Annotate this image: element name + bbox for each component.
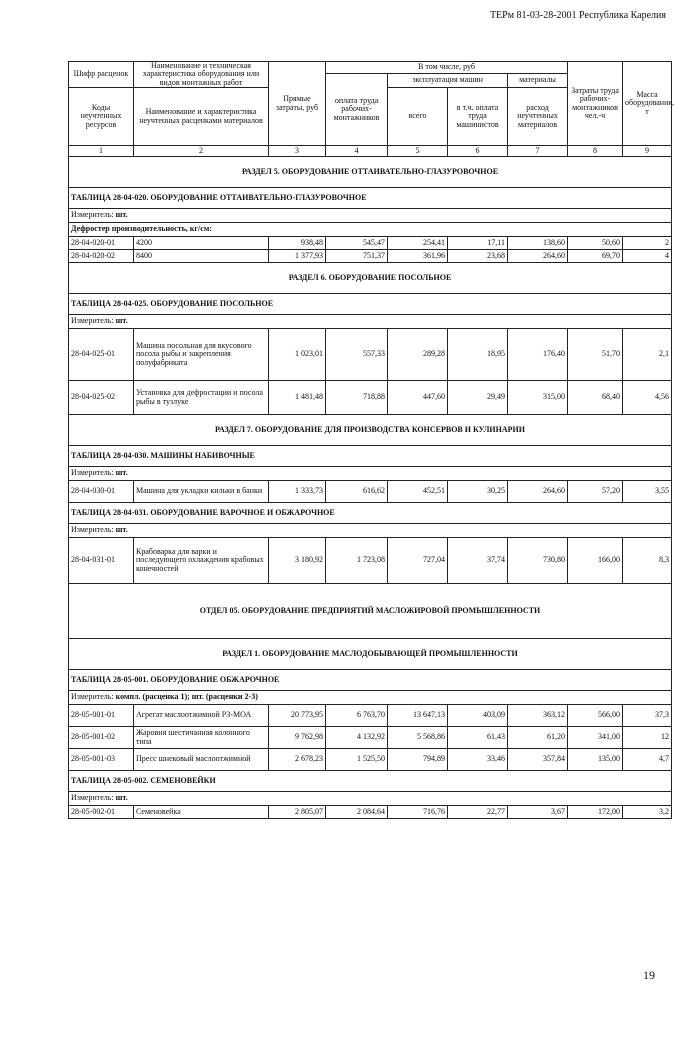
- table-row: [69, 806, 672, 819]
- unit-row: [69, 691, 672, 705]
- table-row: [69, 538, 672, 584]
- department-heading: ОТДЕЛ 05. ОБОРУДОВАНИЕ ПРЕДПРИЯТИЙ МАСЛОЖИРОВОЙ ПРОМЫШЛЕННОСТИ: [69, 584, 672, 639]
- price-table: [68, 61, 675, 819]
- cell-machinists-pay: 61,43: [448, 727, 508, 749]
- cell-direct-cost: 2 805,07: [269, 806, 326, 819]
- col-number: 5: [388, 146, 448, 157]
- col-group: В том числе, руб: [326, 62, 568, 74]
- table-row: [69, 749, 672, 771]
- cell-machinists-pay: 33,46: [448, 749, 508, 771]
- cell-item-name: Агрегат маслоотжимной РЗ-МОА: [134, 705, 269, 727]
- cell-machines-total: 5 568,86: [388, 727, 448, 749]
- cell-rate-code: 28-04-030-01: [69, 481, 134, 503]
- section-heading-row: [69, 639, 672, 670]
- col-mass: Масса оборудования, т: [623, 62, 672, 146]
- col-name-top: Наименование и техническая характеристика оборудования или видов монтажных работ: [134, 62, 269, 88]
- unit-row: [69, 209, 672, 223]
- cell-item-name: Машина посольная для вкусового посола рыбы и закрепления полуфабриката: [134, 329, 269, 381]
- col-number: 2: [134, 146, 269, 157]
- cell-mass: 8,3: [623, 538, 672, 584]
- cell-rate-code: 28-04-020-01: [69, 237, 134, 250]
- cell-rate-code: 28-04-025-02: [69, 381, 134, 415]
- cell-labor-pay: 1 723,08: [326, 538, 388, 584]
- cell-mass: 2,1: [623, 329, 672, 381]
- table-row: [69, 727, 672, 749]
- cell-labor-hours: 166,00: [568, 538, 623, 584]
- cell-direct-cost: 938,48: [269, 237, 326, 250]
- cell-machines-total: 361,96: [388, 250, 448, 263]
- unit-line: [69, 467, 672, 481]
- col-number: 7: [508, 146, 568, 157]
- cell-item-name: Установка для дефростации и посола рыбы в тузлуке: [134, 381, 269, 415]
- cell-direct-cost: 20 773,95: [269, 705, 326, 727]
- unit-value: шт.: [115, 316, 128, 326]
- running-header: ТЕРм 81-03-28-2001 Республика Карелия: [489, 10, 666, 21]
- cell-mass: 4: [623, 250, 672, 263]
- table-heading-row: [69, 503, 672, 524]
- cell-direct-cost: 2 678,23: [269, 749, 326, 771]
- cell-labor-hours: 68,40: [568, 381, 623, 415]
- cell-materials-cost: 730,80: [508, 538, 568, 584]
- cell-materials-cost: 61,20: [508, 727, 568, 749]
- cell-mass: 4,56: [623, 381, 672, 415]
- cell-labor-pay: 718,88: [326, 381, 388, 415]
- unit-row: [69, 524, 672, 538]
- col-number: 3: [269, 146, 326, 157]
- cell-direct-cost: 1 333,73: [269, 481, 326, 503]
- cell-machines-total: 254,41: [388, 237, 448, 250]
- cell-machinists-pay: 23,68: [448, 250, 508, 263]
- header-row-1: [69, 62, 672, 74]
- col-name-bottom: Наименование и характеристика неучтенных расценками материалов: [134, 88, 269, 146]
- cell-materials-cost: 176,40: [508, 329, 568, 381]
- section-heading: РАЗДЕЛ 5. ОБОРУДОВАНИЕ ОТТАИВАТЕЛЬНО-ГЛАЗУРОВОЧНОЕ: [69, 157, 672, 188]
- unit-value: шт.: [115, 793, 128, 803]
- unit-label: Измеритель:: [71, 210, 116, 220]
- cell-mass: 4,7: [623, 749, 672, 771]
- cell-direct-cost: 9 762,98: [269, 727, 326, 749]
- cell-rate-code: 28-05-002-01: [69, 806, 134, 819]
- col-machinists-pay: в т.ч. оплата труда машинистов: [448, 88, 508, 146]
- table-row: [69, 237, 672, 250]
- col-labor-hours: Затраты труда рабочих-монтажников чел.-ч: [568, 62, 623, 146]
- section-heading: РАЗДЕЛ 1. ОБОРУДОВАНИЕ МАСЛОДОБЫВАЮЩЕЙ ПРОМЫШЛЕННОСТИ: [69, 639, 672, 670]
- col-labor-pay: оплата труда рабочих-монтажников: [326, 74, 388, 146]
- unit-row: [69, 792, 672, 806]
- unit-line: [69, 691, 672, 705]
- cell-materials-cost: 3,67: [508, 806, 568, 819]
- table-row: [69, 381, 672, 415]
- unit-line: [69, 315, 672, 329]
- cell-direct-cost: 1 023,01: [269, 329, 326, 381]
- table-row: [69, 250, 672, 263]
- cell-machines-total: 794,89: [388, 749, 448, 771]
- cell-item-name: Жаровня шестичанная колонного типа: [134, 727, 269, 749]
- unit-label: Измеритель:: [71, 316, 116, 326]
- col-machines-group: эксплуатация машин: [388, 74, 508, 88]
- page-number: 19: [643, 968, 655, 982]
- cell-machines-total: 716,76: [388, 806, 448, 819]
- table-row: [69, 705, 672, 727]
- cell-machinists-pay: 22,77: [448, 806, 508, 819]
- section-heading-row: [69, 415, 672, 446]
- cell-rate-code: 28-05-001-01: [69, 705, 134, 727]
- cell-machines-total: 289,28: [388, 329, 448, 381]
- cell-mass: 37,3: [623, 705, 672, 727]
- cell-materials-cost: 315,00: [508, 381, 568, 415]
- col-code-top: Шифр расценок: [69, 62, 134, 88]
- cell-mass: 3,2: [623, 806, 672, 819]
- cell-materials-cost: 264,60: [508, 250, 568, 263]
- cell-mass: 12: [623, 727, 672, 749]
- column-numbers-row: [69, 146, 672, 157]
- cell-labor-pay: 616,62: [326, 481, 388, 503]
- table-body: [69, 61, 675, 819]
- unit-row: [69, 315, 672, 329]
- cell-machines-total: 452,51: [388, 481, 448, 503]
- cell-labor-hours: 341,00: [568, 727, 623, 749]
- section-heading-row: [69, 263, 672, 294]
- cell-item-name: 4200: [134, 237, 269, 250]
- unit-row: [69, 467, 672, 481]
- table-heading: ТАБЛИЦА 28-04-031. ОБОРУДОВАНИЕ ВАРОЧНОЕ И ОБЖАРОЧНОЕ: [69, 503, 672, 524]
- table-row: [69, 329, 672, 381]
- col-materials-cost: расход неучтенных материалов: [508, 88, 568, 146]
- table-heading-row: [69, 294, 672, 315]
- cell-labor-pay: 545,47: [326, 237, 388, 250]
- cell-labor-pay: 4 132,92: [326, 727, 388, 749]
- unit-line: [69, 524, 672, 538]
- unit-value: шт.: [115, 525, 128, 535]
- cell-labor-pay: 1 525,50: [326, 749, 388, 771]
- table-heading: ТАБЛИЦА 28-05-001. ОБОРУДОВАНИЕ ОБЖАРОЧНОЕ: [69, 670, 672, 691]
- cell-machines-total: 447,60: [388, 381, 448, 415]
- cell-machinists-pay: 18,95: [448, 329, 508, 381]
- cell-labor-pay: 2 084,64: [326, 806, 388, 819]
- cell-rate-code: 28-05-001-03: [69, 749, 134, 771]
- section-heading: РАЗДЕЛ 6. ОБОРУДОВАНИЕ ПОСОЛЬНОЕ: [69, 263, 672, 294]
- cell-rate-code: 28-05-001-02: [69, 727, 134, 749]
- cell-mass: 3,55: [623, 481, 672, 503]
- cell-machinists-pay: 30,25: [448, 481, 508, 503]
- col-number: 4: [326, 146, 388, 157]
- cell-item-name: Машина для укладки кильки в банки: [134, 481, 269, 503]
- table-row: [69, 481, 672, 503]
- cell-direct-cost: 1 377,93: [269, 250, 326, 263]
- unit-line: [69, 792, 672, 806]
- unit-value: шт.: [115, 468, 128, 478]
- cell-labor-hours: 50,60: [568, 237, 623, 250]
- col-number: 9: [623, 146, 672, 157]
- cell-direct-cost: 3 180,92: [269, 538, 326, 584]
- table-heading-row: [69, 771, 672, 792]
- cell-item-name: Семеновейка: [134, 806, 269, 819]
- section-heading-row: [69, 157, 672, 188]
- unit-label: Измеритель:: [71, 525, 116, 535]
- col-number: 8: [568, 146, 623, 157]
- cell-machines-total: 13 647,13: [388, 705, 448, 727]
- table-heading: ТАБЛИЦА 28-05-002. СЕМЕНОВЕЙКИ: [69, 771, 672, 792]
- cell-machinists-pay: 403,09: [448, 705, 508, 727]
- cell-machinists-pay: 17,11: [448, 237, 508, 250]
- table-heading: ТАБЛИЦА 28-04-025. ОБОРУДОВАНИЕ ПОСОЛЬНОЕ: [69, 294, 672, 315]
- cell-machines-total: 727,04: [388, 538, 448, 584]
- parameter-heading-row: [69, 223, 672, 237]
- cell-direct-cost: 1 481,48: [269, 381, 326, 415]
- cell-item-name: 8400: [134, 250, 269, 263]
- col-number: 1: [69, 146, 134, 157]
- unit-label: Измеритель:: [71, 793, 116, 803]
- cell-machinists-pay: 29,49: [448, 381, 508, 415]
- department-heading-row: [69, 584, 672, 639]
- col-machines-total: всего: [388, 88, 448, 146]
- cell-labor-pay: 557,33: [326, 329, 388, 381]
- cell-item-name: Пресс шнековый маслоотжимной: [134, 749, 269, 771]
- cell-rate-code: 28-04-025-01: [69, 329, 134, 381]
- cell-labor-hours: 172,00: [568, 806, 623, 819]
- cell-labor-pay: 6 763,70: [326, 705, 388, 727]
- cell-labor-hours: 57,20: [568, 481, 623, 503]
- unit-value: шт.: [115, 210, 128, 220]
- col-direct: Прямые затраты, руб: [269, 62, 326, 146]
- col-materials-group: материалы: [508, 74, 568, 88]
- cell-labor-pay: 751,37: [326, 250, 388, 263]
- table-heading: ТАБЛИЦА 28-04-030. МАШИНЫ НАБИВОЧНЫЕ: [69, 446, 672, 467]
- cell-labor-hours: 69,70: [568, 250, 623, 263]
- table-heading-row: [69, 188, 672, 209]
- cell-labor-hours: 51,70: [568, 329, 623, 381]
- cell-labor-hours: 566,00: [568, 705, 623, 727]
- unit-label: Измеритель:: [71, 692, 116, 702]
- cell-item-name: Крабоварка для варки и последующего охлаждения крабовых конечностей: [134, 538, 269, 584]
- cell-mass: 2: [623, 237, 672, 250]
- section-heading: РАЗДЕЛ 7. ОБОРУДОВАНИЕ ДЛЯ ПРОИЗВОДСТВА КОНСЕРВОВ И КУЛИНАРИИ: [69, 415, 672, 446]
- col-code-bottom: Коды неучтенных ресурсов: [69, 88, 134, 146]
- col-number: 6: [448, 146, 508, 157]
- table-heading: ТАБЛИЦА 28-04-020. ОБОРУДОВАНИЕ ОТТАИВАТЕЛЬНО-ГЛАЗУРОВОЧНОЕ: [69, 188, 672, 209]
- unit-line: [69, 209, 672, 223]
- unit-value: компл. (расценка 1); шт. (расценки 2-3): [115, 692, 258, 702]
- table-heading-row: [69, 446, 672, 467]
- unit-label: Измеритель:: [71, 468, 116, 478]
- parameter-heading: Дефростер производительность, кг/см:: [69, 223, 672, 237]
- cell-materials-cost: 363,12: [508, 705, 568, 727]
- table-heading-row: [69, 670, 672, 691]
- cell-rate-code: 28-04-031-01: [69, 538, 134, 584]
- cell-materials-cost: 138,60: [508, 237, 568, 250]
- cell-materials-cost: 357,84: [508, 749, 568, 771]
- cell-materials-cost: 264,60: [508, 481, 568, 503]
- cell-machinists-pay: 37,74: [448, 538, 508, 584]
- cell-labor-hours: 135,00: [568, 749, 623, 771]
- cell-rate-code: 28-04-020-02: [69, 250, 134, 263]
